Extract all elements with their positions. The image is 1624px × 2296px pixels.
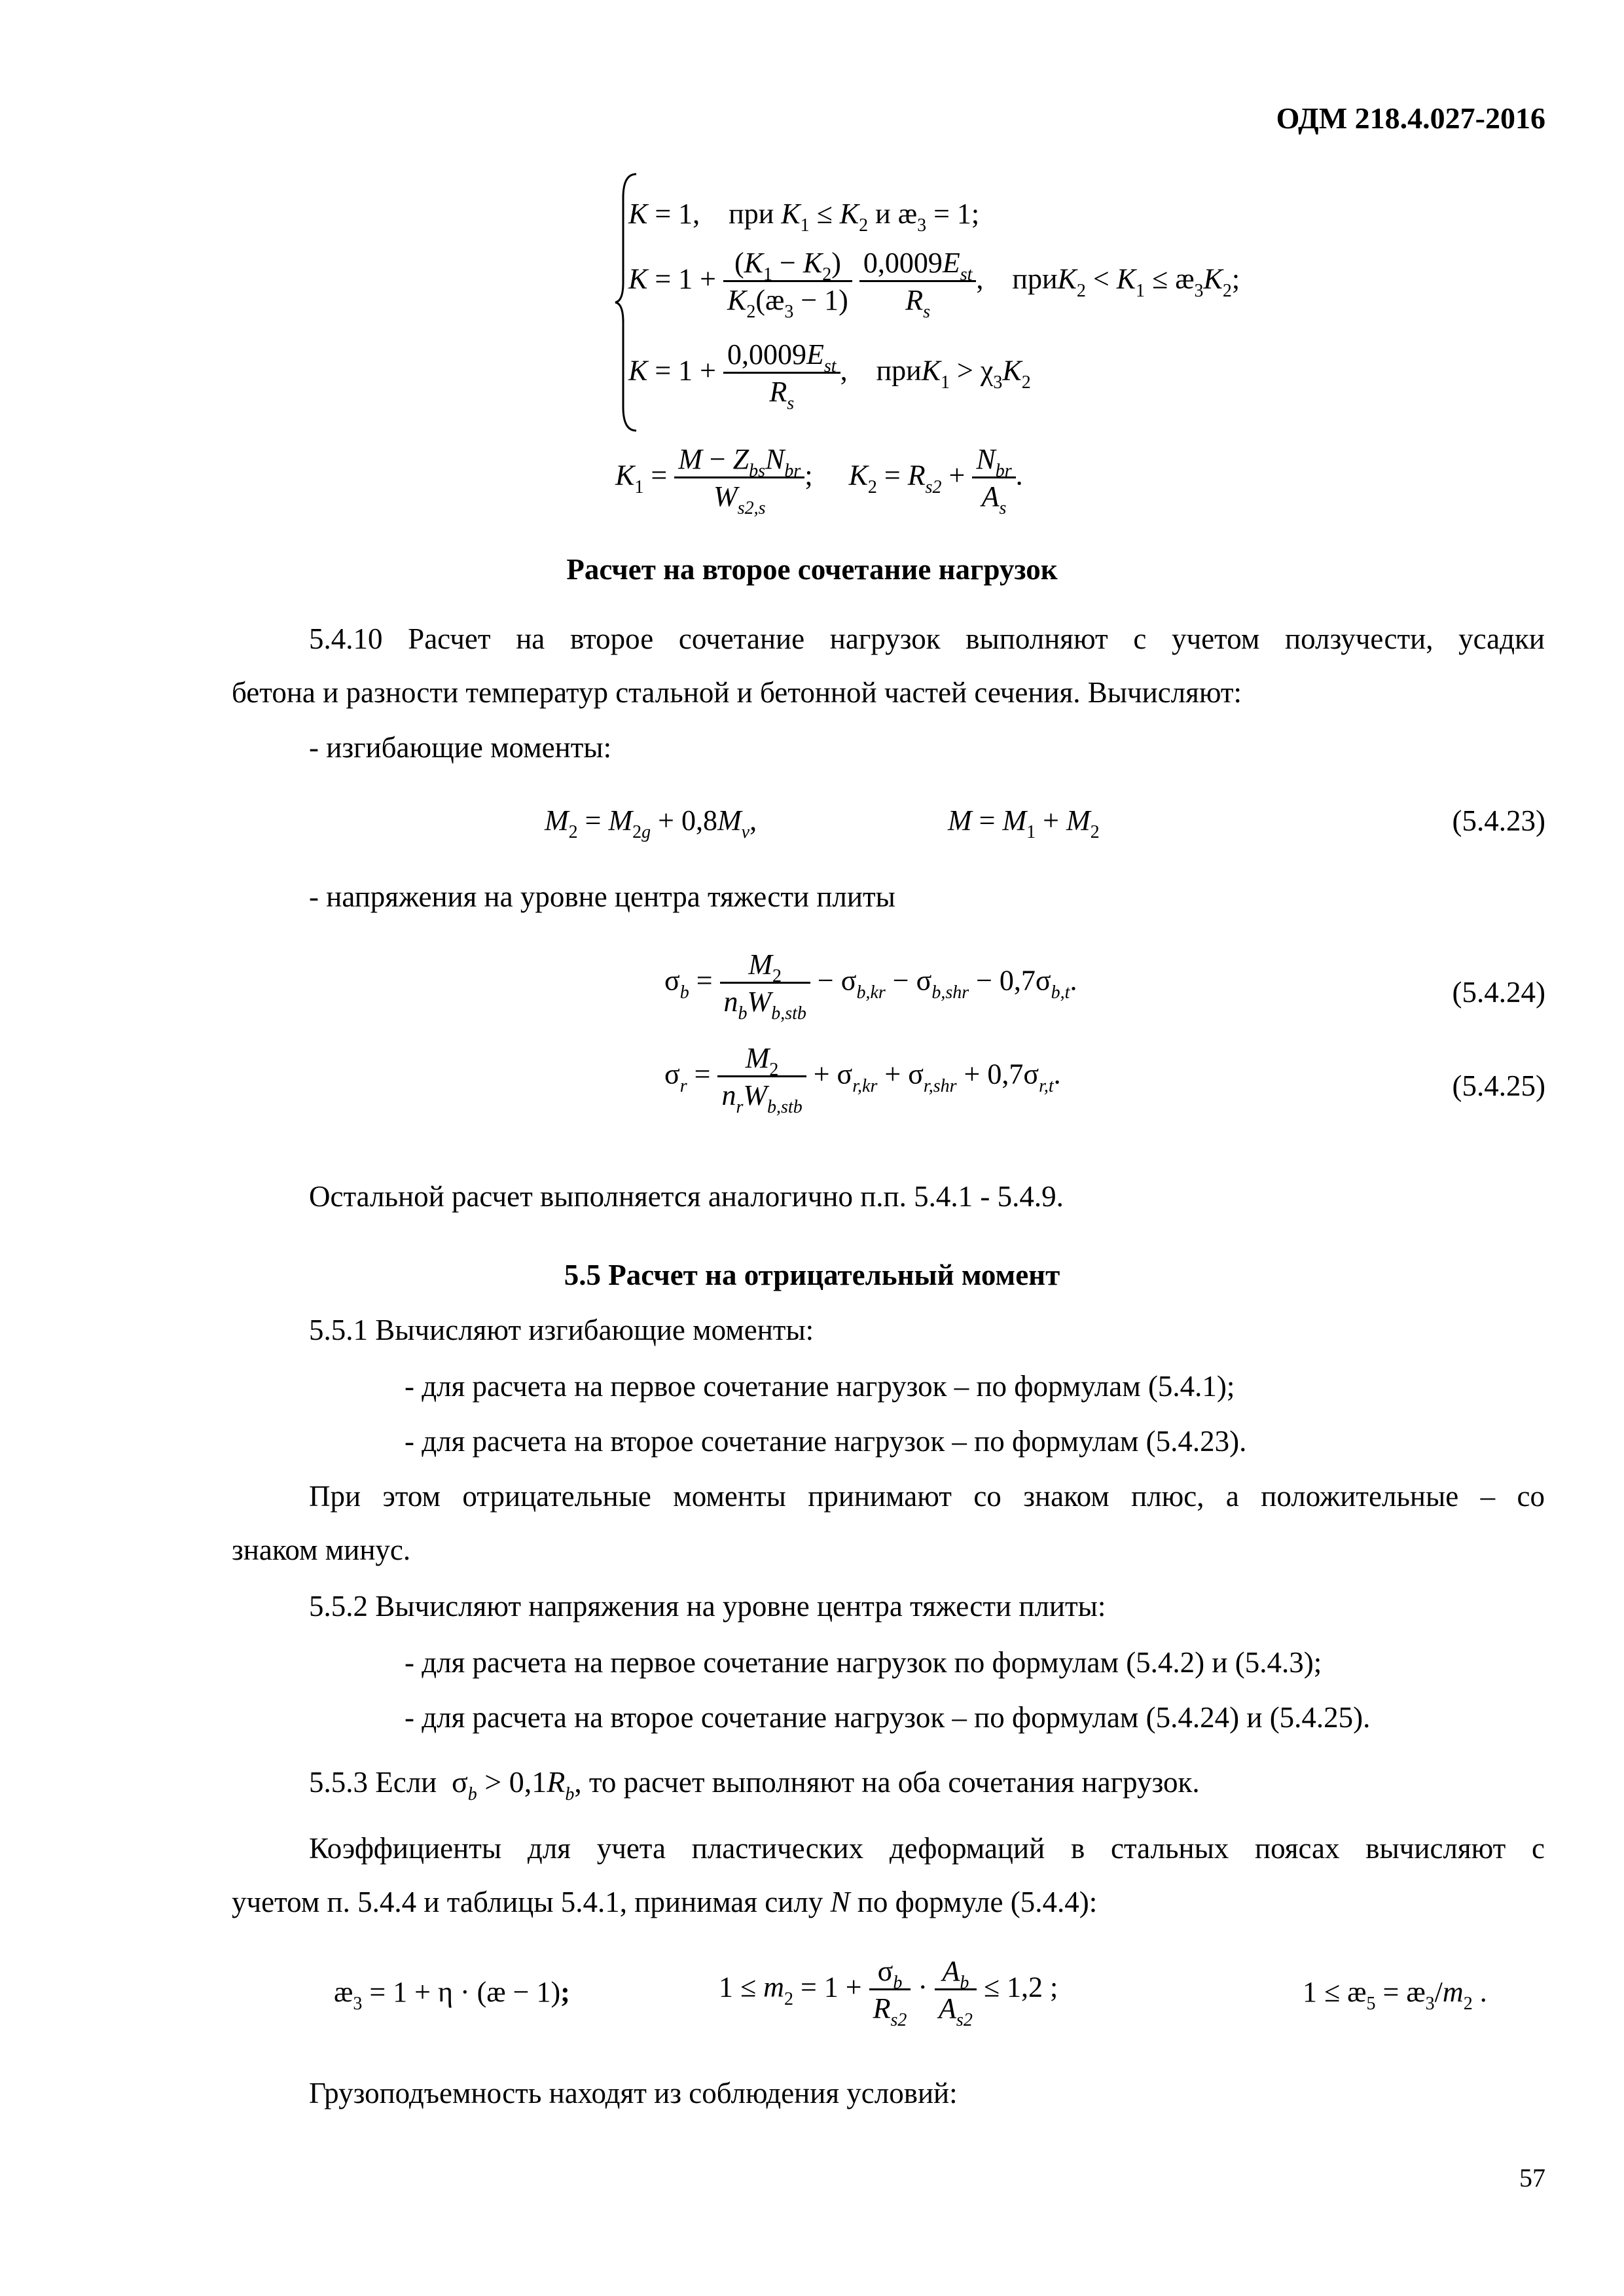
- coef-line1: Коэффициенты для учета пластических деформаций в стальных поясах вычисляют с: [309, 1832, 1545, 1865]
- heading-second-combination: Расчет на второе сочетание нагрузок: [566, 553, 1058, 586]
- para-5-5-3-post: , то расчет выполняют на оба сочетания нагрузок.: [574, 1766, 1200, 1799]
- para-5-5-1-bullet-1: - для расчета на первое сочетание нагрузок – по формулам (5.4.1);: [405, 1370, 1235, 1403]
- eq-5-4-25: $\sigma_r$ = $\frac{M_2}{n_rW_{b,stb}}$ + $\sigma_{r,kr} + \sigma_{r,shr} + 0,7\sigma_{r,t}$.: [664, 1042, 1061, 1117]
- sigma-condition: $\sigma_b > 0,1R_b$: [444, 1765, 575, 1804]
- k1-k2-definitions: $K_1$ = $\frac{M - Z_{bs}N_{br}}{W_{s2,s}}$ ; $K_2 = R_{s2}$ + $\frac{N_{br}}{A_s}$ .: [615, 443, 1023, 518]
- para-5-5-2-bullet-1: - для расчета на первое сочетание нагрузок по формулам (5.4.2) и (5.4.3);: [405, 1646, 1322, 1679]
- para-sign-line1: При этом отрицательные моменты принимают со знаком плюс, а положительные – со: [309, 1480, 1545, 1513]
- eq-5-4-23-left: $M_2 = M_{2g} + 0,8M_v$,: [545, 804, 757, 842]
- rest-calculation: Остальной расчет выполняется аналогично п.п. 5.4.1 - 5.4.9.: [309, 1180, 1064, 1213]
- bullet-moments: - изгибающие моменты:: [309, 731, 612, 764]
- eq-5-4-24: $\sigma_b$ = $\frac{M_2}{n_bW_{b,stb}}$ − $\sigma_{b,kr} - \sigma_{b,shr} - 0,7\sigma_{b,t}$.: [664, 948, 1077, 1024]
- para-5-5-1-bullet-2: - для расчета на второе сочетание нагрузок – по формулам (5.4.23).: [405, 1425, 1247, 1458]
- eq-ae3: $æ_3 = 1 + \eta$ · (æ − 1);: [334, 1976, 570, 2014]
- bullet-stress: - напряжения на уровне центра тяжести плиты: [309, 880, 895, 913]
- k-case-1: K = 1, при $K_1 \le K_2$ и $æ_3 = 1$;: [628, 198, 980, 236]
- heading-5-5: 5.5 Расчет на отрицательный момент: [564, 1259, 1060, 1291]
- para-5-4-10-line1: 5.4.10 Расчет на второе сочетание нагрузок выполняют с учетом ползучести, усадки: [309, 622, 1545, 655]
- eq-number-5-4-24: (5.4.24): [1452, 976, 1545, 1009]
- para-5-5-3-pre: 5.5.3 Если: [309, 1766, 437, 1799]
- para-5-5-2-bullet-2: - для расчета на второе сочетание нагрузок – по формулам (5.4.24) и (5.4.25).: [405, 1701, 1371, 1734]
- final-text: Грузоподъемность находят из соблюдения условий:: [309, 2077, 958, 2109]
- page-number: 57: [1519, 2163, 1545, 2193]
- para-5-4-10-line2: бетона и разности температур стальной и бетонной частей сечения. Вычисляют:: [232, 676, 1242, 709]
- eq-m2: $1 \le m_2 = 1$ + $\frac{\sigma_b}{R_{s2}}$ · $\frac{A_b}{A_{s2}}$ ≤ 1,2 ;: [719, 1955, 1058, 2030]
- para-sign-line2: знаком минус.: [232, 1534, 411, 1566]
- coef-line2: учетом п. 5.4.4 и таблицы 5.4.1, принимая силу N по формуле (5.4.4):: [232, 1886, 1098, 1918]
- eq-number-5-4-25: (5.4.25): [1452, 1069, 1545, 1102]
- k-case-3: K = 1 + $\frac{0,0009E_{st}}{R_s}$ , приK$_1$ > $\chi_3K_2$: [628, 338, 1031, 414]
- k-case-2: K = 1 + $\frac{(K_1 - K_2)}{K_2(æ_3 - 1)}$ $\frac{0,0009E_{st}}{R_s}$ , приK$_2$ < $K_1$ ≤ $æ_3K_2$;: [628, 247, 1240, 322]
- para-5-5-2: 5.5.2 Вычисляют напряжения на уровне центра тяжести плиты:: [309, 1590, 1106, 1623]
- eq-5-4-23-right: $M = M_1 + M_2$: [948, 804, 1100, 842]
- document-code: ОДМ 218.4.027-2016: [1276, 101, 1545, 135]
- eq-ae5: $1 \le æ_5$ = $æ_3/m_2$ .: [1303, 1976, 1487, 2014]
- eq-number-5-4-23: (5.4.23): [1452, 804, 1545, 837]
- para-5-5-3: [309, 1765, 1200, 1804]
- para-5-5-1: 5.5.1 Вычисляют изгибающие моменты:: [309, 1314, 814, 1346]
